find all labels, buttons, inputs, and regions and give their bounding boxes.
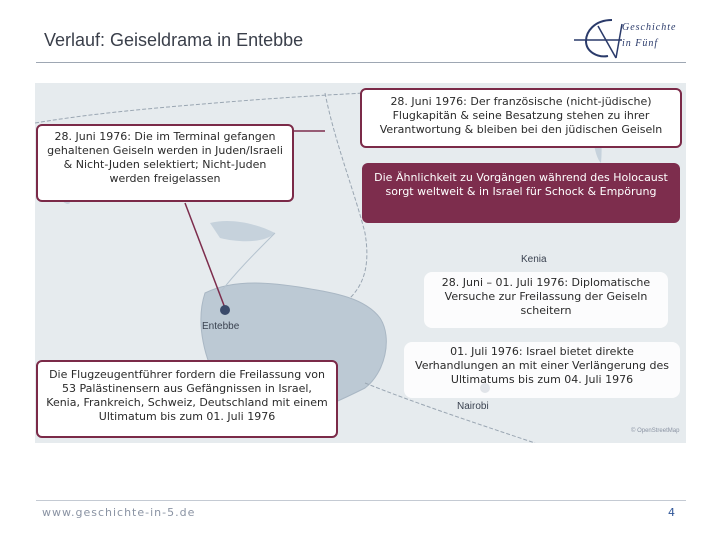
label-kenia: Kenia [521, 254, 547, 265]
map-credit: © OpenStreetMap [631, 428, 680, 434]
callout-selection: 28. Juni 1976: Die im Terminal gefangen gehaltenen Geiseln werden in Juden/Israeli & Nicht-Juden selektiert; Nicht-Juden werden freigelassen [36, 124, 294, 202]
logo-line-2: in Fünf [622, 38, 659, 49]
label-entebbe: Entebbe [202, 321, 240, 332]
callout-extension: 01. Juli 1976: Israel bietet direkte Verhandlungen an mit einer Verlängerung des Ultimatums bis zum 04. Juli 1976 [404, 342, 680, 398]
callout-holocaust: Die Ähnlichkeit zu Vorgängen während des Holocaust sorgt weltweit & in Israel für Schock & Empörung [362, 163, 680, 223]
page-number: 4 [668, 506, 675, 519]
footer-divider [36, 500, 686, 501]
slide-title: Verlauf: Geiseldrama in Entebbe [44, 30, 304, 50]
callout-captain: 28. Juni 1976: Der französische (nicht-jüdische) Flugkapitän & seine Besatzung stehen zu ihrer Verantwortung & bleiben bei den jüdischen Geiseln [360, 88, 682, 148]
footer-url[interactable]: www.geschichte-in-5.de [42, 506, 196, 519]
entebbe-marker [220, 305, 230, 315]
callout-demands: Die Flugzeugentführer fordern die Freilassung von 53 Palästinensern aus Gefängnissen in Israel, Kenia, Frankreich, Schweiz, Deutschland mit einem Ultimatum bis zum 01. Juli 1976 [36, 360, 338, 438]
label-nairobi: Nairobi [457, 401, 489, 412]
title-divider [36, 62, 686, 63]
logo-line-1: Geschichte [622, 22, 677, 33]
callout-diplomacy: 28. Juni – 01. Juli 1976: Diplomatische Versuche zur Freilassung der Geiseln scheitern [424, 272, 668, 328]
